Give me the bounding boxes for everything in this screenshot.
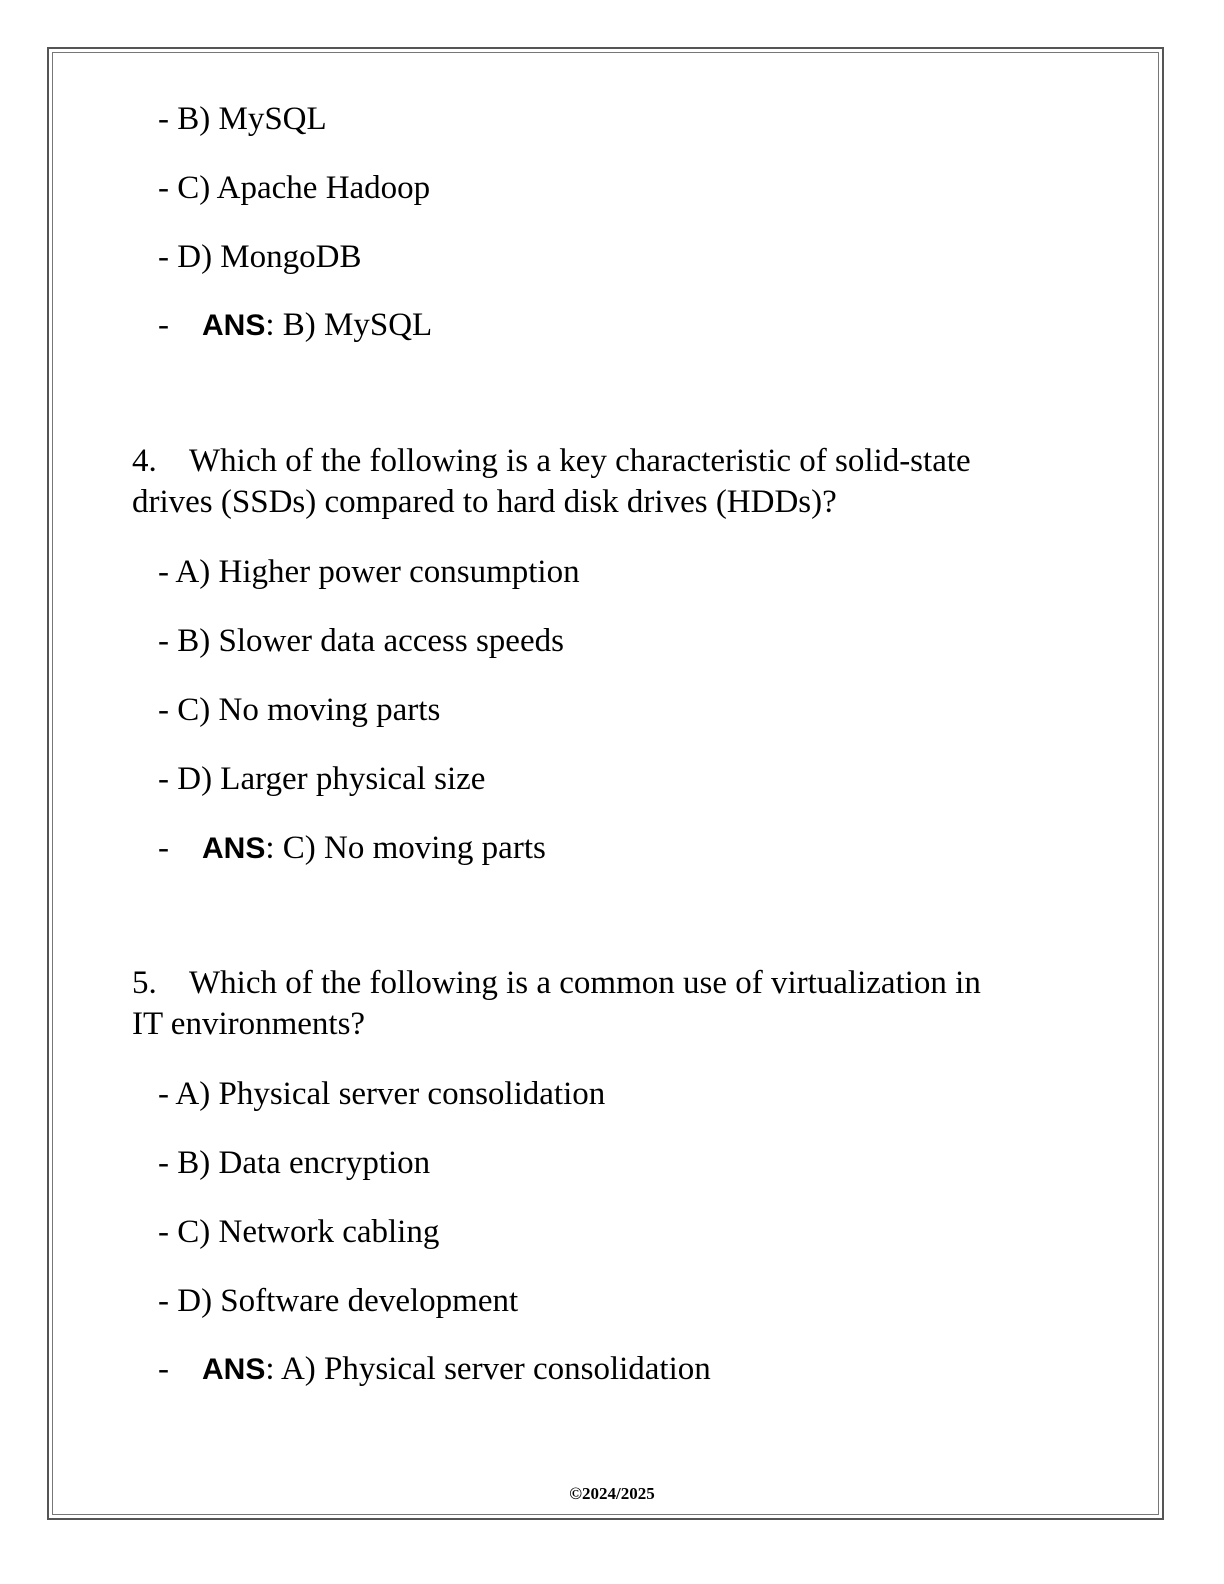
q3-option-b: - B) MySQL: [158, 101, 327, 137]
q3-option-d: - D) MongoDB: [158, 239, 362, 275]
footer-copyright: ©2024/2025: [569, 1484, 655, 1503]
q5-question: [132, 963, 1072, 1045]
q4-text-line2: drives (SSDs) compared to hard disk drives (HDDs)?: [132, 484, 837, 520]
q5-option-a: - A) Physical server consolidation: [158, 1076, 606, 1112]
q5-answer-dash: -: [158, 1351, 169, 1387]
q3-option-c: - C) Apache Hadoop: [158, 170, 431, 206]
q4-question: [132, 441, 1072, 523]
q4-number: 4.: [132, 443, 157, 479]
q4-option-d: - D) Larger physical size: [158, 761, 486, 797]
q5-option-d: - D) Software development: [158, 1283, 519, 1319]
q5-option-c: - C) Network cabling: [158, 1214, 440, 1250]
q5-answer: [202, 1349, 711, 1390]
q4-option-c: - C) No moving parts: [158, 692, 441, 728]
q4-answer-dash: -: [158, 830, 169, 866]
q4-text-line1: Which of the following is a key characteristic of solid-state: [189, 443, 971, 479]
q5-option-b: - B) Data encryption: [158, 1145, 431, 1181]
q4-option-b: - B) Slower data access speeds: [158, 623, 564, 659]
q4-answer-label: ANS: [202, 832, 266, 865]
q5-answer-label: ANS: [202, 1353, 266, 1386]
q5-text-line1: Which of the following is a common use of virtualization in: [189, 965, 981, 1001]
q4-option-a: - A) Higher power consumption: [158, 554, 580, 590]
q5-answer-text: : A) Physical server consolidation: [265, 1351, 711, 1387]
q4-answer: [202, 828, 546, 869]
q4-answer-text: : C) No moving parts: [265, 830, 546, 866]
q3-answer-label: ANS: [202, 309, 266, 342]
q3-answer-dash: -: [158, 307, 169, 343]
q5-text-line2: IT environments?: [132, 1006, 366, 1042]
q3-answer-text: : B) MySQL: [265, 307, 433, 343]
q3-answer: [202, 305, 432, 346]
q5-number: 5.: [132, 965, 157, 1001]
